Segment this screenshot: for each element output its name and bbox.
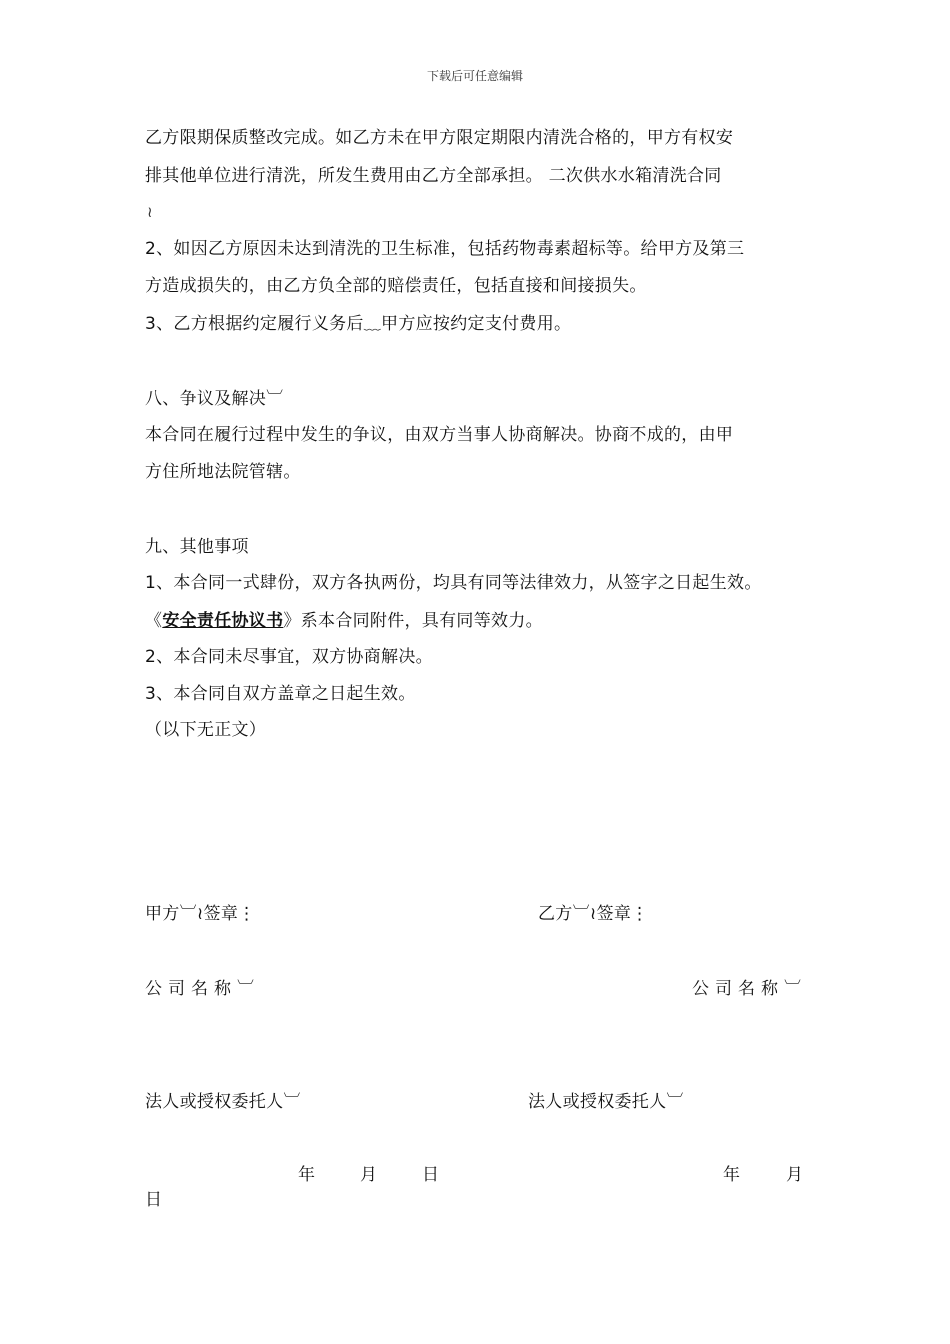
- paragraph-line: 2、如因乙方原因未达到清洗的卫生标准，包括药物毒素超标等。给甲方及第三: [145, 239, 745, 259]
- paragraph-line: 本合同在履行过程中发生的争议，由双方当事人协商解决。协商不成的，由甲: [145, 425, 734, 445]
- mark-symbol: ≀: [147, 203, 153, 221]
- bracket-close-text: 》系本合同附件，具有同等效力。: [283, 611, 543, 631]
- paragraph-line: 3、本合同自双方盖章之日起生效。: [145, 684, 416, 704]
- section-title: 八、争议及解决︺: [145, 389, 284, 409]
- section-title: 九、其他事项: [145, 537, 249, 557]
- year-a-label: 年: [298, 1165, 316, 1185]
- page-header: 下载后可任意编辑: [426, 69, 523, 83]
- month-b-label: 月: [786, 1165, 804, 1185]
- paragraph-line: 1、本合同一式肆份，双方各执两份，均具有同等法律效力，从签字之日起生效。: [145, 573, 762, 593]
- paragraph-line: 2、本合同未尽事宜，双方协商解决。: [145, 647, 433, 667]
- paragraph-line: 3、乙方根据约定履行义务后﹏甲方应按约定支付费用。: [145, 314, 572, 334]
- day-a-label: 日: [422, 1165, 440, 1185]
- company-b-label: 公司名称︺: [692, 979, 807, 999]
- bracket-open: 《: [145, 611, 163, 631]
- day-b-label: 日: [145, 1190, 163, 1210]
- party-b-sign-label: 乙方︺≀签章⋮: [538, 904, 649, 924]
- attachment-link[interactable]: 安全责任协议书: [162, 611, 284, 631]
- year-b-label: 年: [723, 1165, 741, 1185]
- party-a-sign-label: 甲方︺≀签章⋮: [145, 904, 256, 924]
- company-a-label: 公司名称︺: [145, 979, 260, 999]
- paragraph-line: 乙方限期保质整改完成。如乙方未在甲方限定期限内清洗合格的，甲方有权安: [145, 128, 734, 148]
- rep-b-label: 法人或授权委托人︺: [528, 1092, 684, 1112]
- paragraph-line: 排其他单位进行清洗，所发生费用由乙方全部承担。 二次供水水箱清洗合同: [145, 166, 722, 186]
- paragraph-line: 方住所地法院管辖。: [145, 462, 301, 482]
- paragraph-line: 方造成损失的，由乙方负全部的赔偿责任，包括直接和间接损失。: [145, 276, 647, 296]
- end-note: （以下无正文）: [145, 720, 267, 740]
- month-a-label: 月: [360, 1165, 378, 1185]
- rep-a-label: 法人或授权委托人︺: [145, 1092, 301, 1112]
- attachment-line: [145, 609, 543, 633]
